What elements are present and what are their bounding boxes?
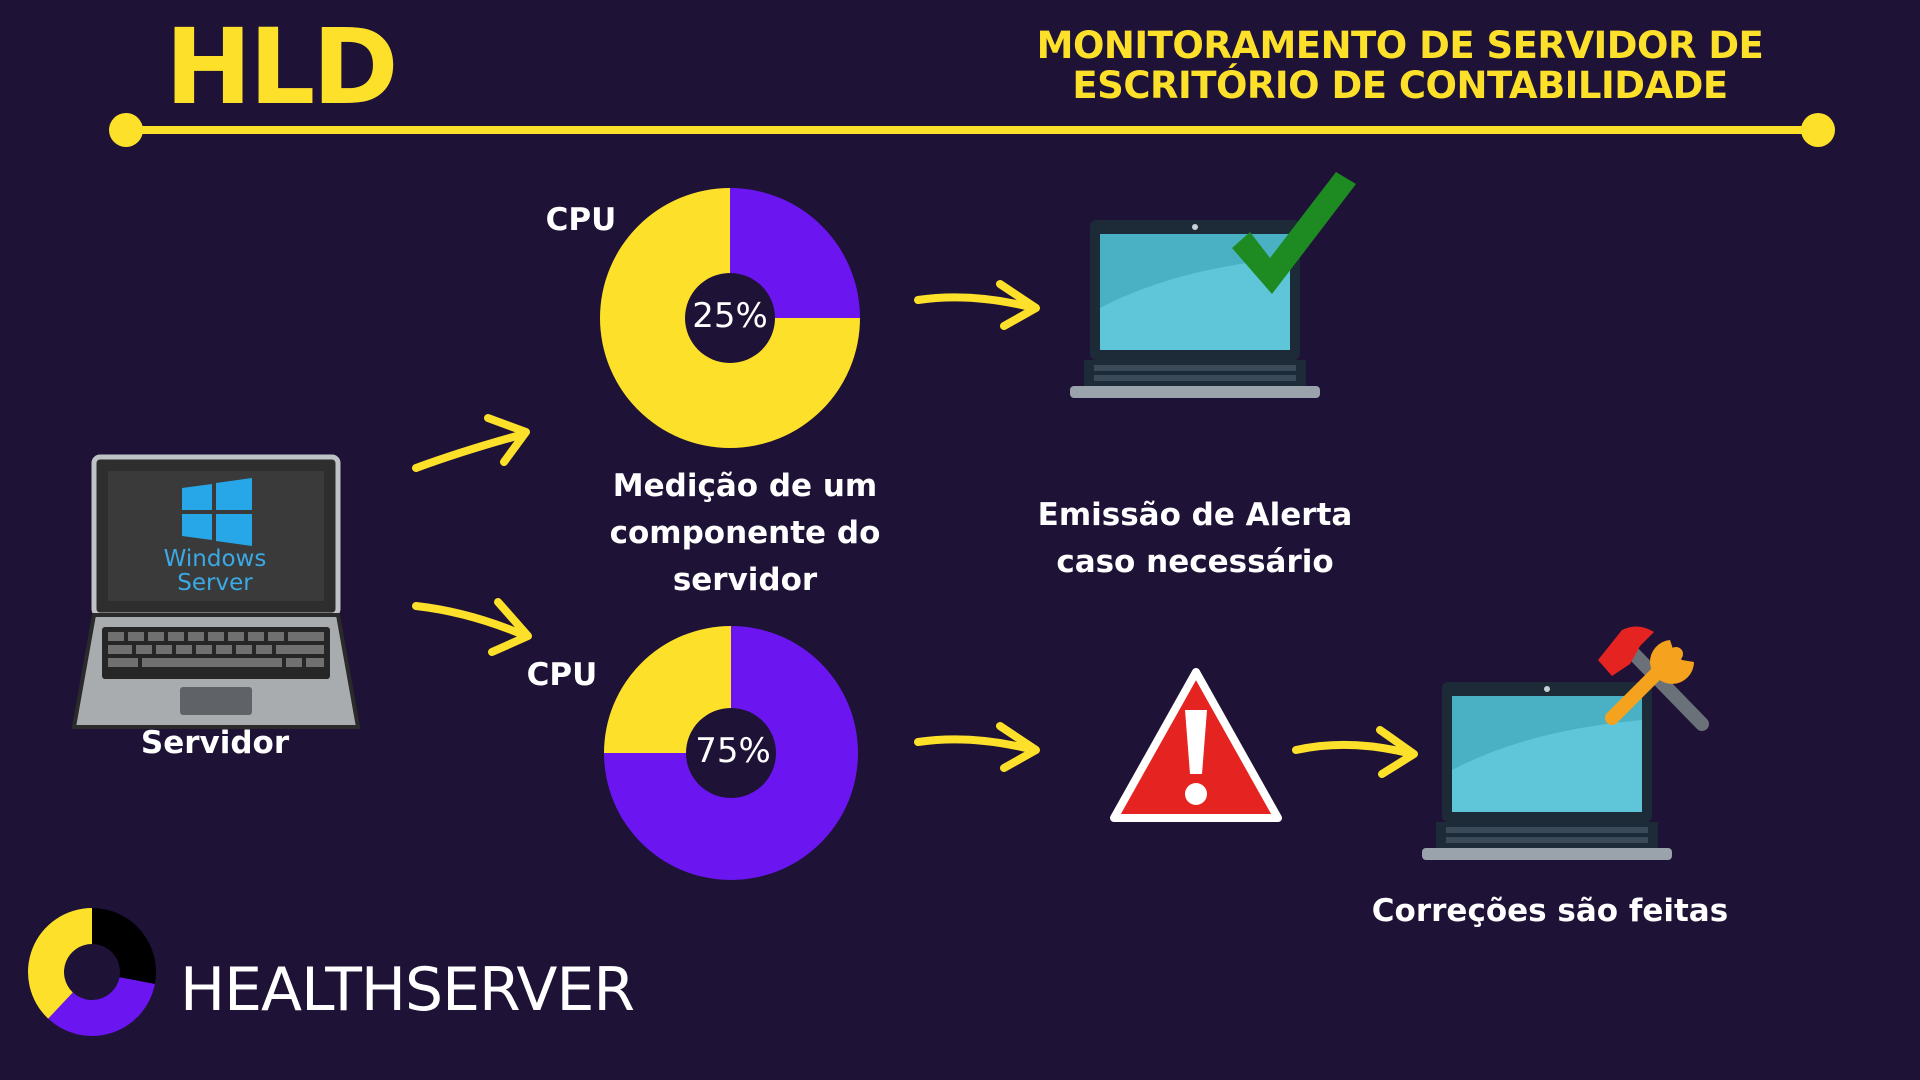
arrow-server-to-chart-bottom: [410, 592, 540, 667]
subtitle-line-1: MONITORAMENTO DE SERVIDOR DE: [1036, 24, 1764, 67]
screen-text-server: Server: [177, 570, 253, 596]
page-subtitle: [1020, 26, 1780, 106]
arrow-server-to-chart-top: [410, 410, 540, 480]
chart-top-center-label: 25%: [692, 296, 768, 336]
chart-top-title: CPU: [545, 202, 617, 238]
check-mark-icon: [1228, 166, 1358, 296]
measurement-caption-line-2: componente do: [609, 515, 881, 551]
windows-logo-icon: [182, 478, 252, 548]
server-label: Servidor: [140, 725, 290, 761]
arrow-alert-to-fix: [1290, 724, 1425, 779]
brand-logo-segment-dark: [92, 908, 156, 984]
header-divider: [108, 110, 1836, 150]
subtitle-line-2: ESCRITÓRIO DE CONTABILIDADE: [1072, 64, 1728, 107]
arrow-chart-bottom-to-alert: [912, 720, 1047, 775]
alert-caption-line-1: Emissão de Alerta: [1037, 497, 1353, 533]
brand-name: HEALTHSERVER: [180, 955, 635, 1025]
alert-caption: [1010, 492, 1380, 586]
chart-bottom-title: CPU: [526, 657, 598, 693]
tools-icon: [1592, 616, 1714, 738]
measurement-caption: [575, 463, 915, 604]
corrections-caption: Correções são feitas: [1371, 893, 1729, 929]
measurement-caption-line-1: Medição de um: [612, 468, 878, 504]
hld-title: HLD: [165, 6, 396, 128]
windows-server-screen-text: [150, 547, 280, 595]
arrow-chart-top-to-ok: [912, 278, 1047, 333]
screen-text-windows: Windows: [163, 546, 267, 572]
healthserver-logo-icon: [26, 906, 158, 1038]
warning-triangle-icon: [1110, 668, 1282, 824]
measurement-caption-line-3: servidor: [672, 562, 818, 598]
chart-bottom-center-label: 75%: [695, 731, 771, 771]
alert-caption-line-2: caso necessário: [1056, 544, 1334, 580]
